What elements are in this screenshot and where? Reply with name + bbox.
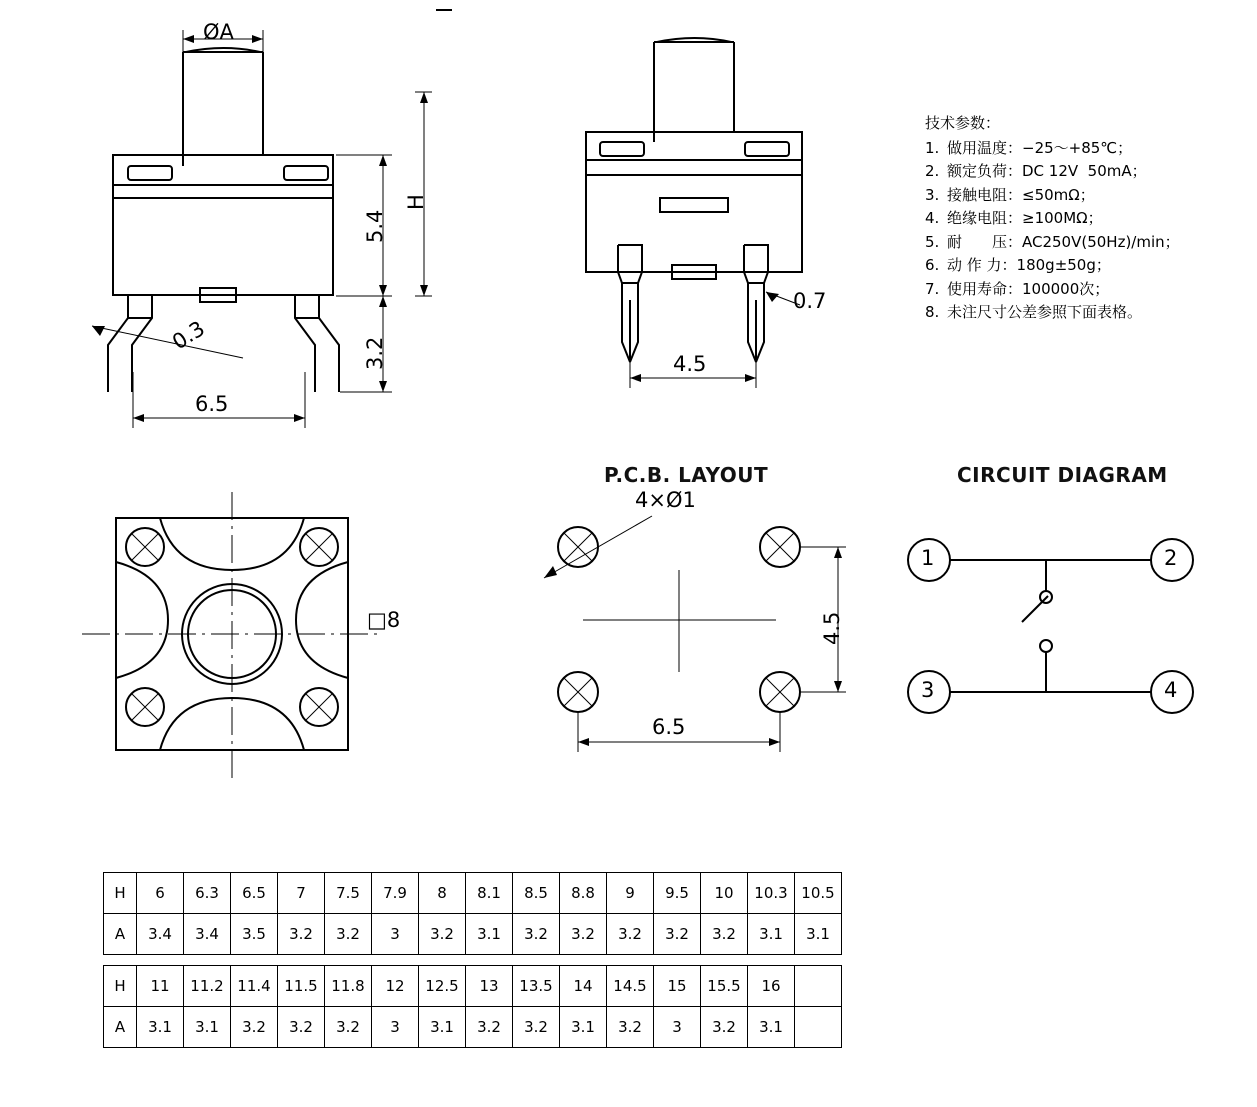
circuit-pin-1-label: 1 [921,546,935,570]
table-row [104,873,842,914]
table-cell: 3.1 [748,914,795,955]
table-row [104,1007,842,1048]
specs-title: 技术参数： [925,114,1001,132]
table-cell: 3.1 [795,914,842,955]
dim-lead-thickness: 0.3 [168,316,210,355]
table-cell: 3.2 [325,914,372,955]
table-cell: 14 [560,966,607,1007]
table-cell: 10.5 [795,873,842,914]
table-cell: 6.5 [231,873,278,914]
spec-number: 5. [925,232,940,251]
table-cell: 3.2 [278,1007,325,1048]
table-cell: 3.1 [184,1007,231,1048]
table-cell: 3.2 [231,1007,278,1048]
table-cell: 8 [419,873,466,914]
row-label: A [104,914,137,955]
table-row [104,914,842,955]
table-spacer-cell [104,955,842,966]
table-cell: 15.5 [701,966,748,1007]
spec-text: 未注尺寸公差参照下面表格。 [947,303,1143,321]
spec-item-3 [925,184,1245,208]
circuit-diagram-heading: CIRCUIT DIAGRAM [957,463,1168,487]
table-cell: 8.1 [466,873,513,914]
dim-pin-width: 0.7 [793,289,827,313]
spec-item-4 [925,207,1245,231]
table-cell: 11 [137,966,184,1007]
table-cell: 3.2 [607,1007,654,1048]
table-cell: 13 [466,966,513,1007]
spec-text: 动 作 力：180g±50g； [947,256,1111,274]
dim-height-h: H [404,194,428,210]
table-cell: 3.1 [748,1007,795,1048]
spec-item-1 [925,137,1245,161]
table-cell: 11.8 [325,966,372,1007]
spec-item-2 [925,160,1245,184]
table-cell: 3.2 [701,1007,748,1048]
spec-number: 3. [925,185,940,204]
spec-number: 8. [925,303,940,321]
table-cell: 3.2 [325,1007,372,1048]
dim-pcb-vertical: 4.5 [820,611,844,645]
table-cell: 12 [372,966,419,1007]
table-cell: 3.5 [231,914,278,955]
table-cell: 3.2 [513,1007,560,1048]
spec-number: 1. [925,138,940,157]
table-cell: 12.5 [419,966,466,1007]
spec-number: 2. [925,162,940,180]
table-cell: 14.5 [607,966,654,1007]
table-cell: 3.2 [560,914,607,955]
table-cell: 3.2 [278,914,325,955]
table-cell: 3.1 [419,1007,466,1048]
table-cell: 13.5 [513,966,560,1007]
dim-body-height: 5.4 [363,209,387,243]
table-spacer-row [104,955,842,966]
dimension-table [103,872,842,1048]
dim-pcb-horizontal: 6.5 [652,715,686,739]
specifications-block [925,112,1245,325]
spec-text: 额定负荷：DC 12V 50mA； [947,162,1147,180]
table-cell: 3.4 [137,914,184,955]
spec-text: 耐 压：AC250V(50Hz)/min； [947,232,1180,251]
table-cell: 11.4 [231,966,278,1007]
dim-hole-note: 4×Ø1 [635,488,696,512]
spec-number: 7. [925,279,940,298]
table-cell: 10.3 [748,873,795,914]
spec-text: 使用寿命：100000次； [947,279,1110,298]
table-cell: 3.2 [607,914,654,955]
row-label: A [104,1007,137,1048]
table-cell: 3.2 [654,914,701,955]
dim-body-square: □8 [367,608,401,632]
spec-text: 接触电阻：≤50mΩ； [947,185,1095,204]
table-cell: 3.1 [466,914,513,955]
table-cell: 7 [278,873,325,914]
table-cell-empty [795,966,842,1007]
table-cell: 6.3 [184,873,231,914]
table-cell: 11.2 [184,966,231,1007]
circuit-pin-2-label: 2 [1164,546,1178,570]
dim-pin-height: 3.2 [363,336,387,370]
circuit-pin-4-label: 4 [1164,678,1178,702]
table-cell: 8.8 [560,873,607,914]
table-cell: 9.5 [654,873,701,914]
spec-text: 做用温度：−25～+85℃； [947,138,1133,157]
circuit-pin-3-label: 3 [921,678,935,702]
row-label: H [104,873,137,914]
table-cell: 3.2 [513,914,560,955]
spec-text: 绝缘电阻：≥100MΩ； [947,209,1103,227]
table-cell: 10 [701,873,748,914]
spec-number: 6. [925,256,940,274]
table-cell: 3.2 [419,914,466,955]
table-cell: 6 [137,873,184,914]
table-cell: 3.2 [466,1007,513,1048]
row-label: H [104,966,137,1007]
spec-item-8 [925,301,1245,325]
table-cell-empty [795,1007,842,1048]
spec-number: 4. [925,209,940,227]
table-cell: 3.1 [560,1007,607,1048]
table-row [104,966,842,1007]
table-cell: 3 [372,1007,419,1048]
table-cell: 7.5 [325,873,372,914]
spec-item-6 [925,254,1245,278]
table-cell: 3.2 [701,914,748,955]
dim-diameter-a: ØA [203,20,234,44]
table-cell: 3.4 [184,914,231,955]
dim-pin-pitch: 4.5 [673,352,707,376]
spec-item-5 [925,231,1245,255]
table-cell: 7.9 [372,873,419,914]
pcb-layout-heading: P.C.B. LAYOUT [604,463,769,487]
table-cell: 3 [372,914,419,955]
spec-item-7 [925,278,1245,302]
table-cell: 11.5 [278,966,325,1007]
table-cell: 15 [654,966,701,1007]
table-cell: 8.5 [513,873,560,914]
table-cell: 3 [654,1007,701,1048]
table-cell: 16 [748,966,795,1007]
table-cell: 9 [607,873,654,914]
table-cell: 3.1 [137,1007,184,1048]
dim-front-width: 6.5 [195,392,229,416]
